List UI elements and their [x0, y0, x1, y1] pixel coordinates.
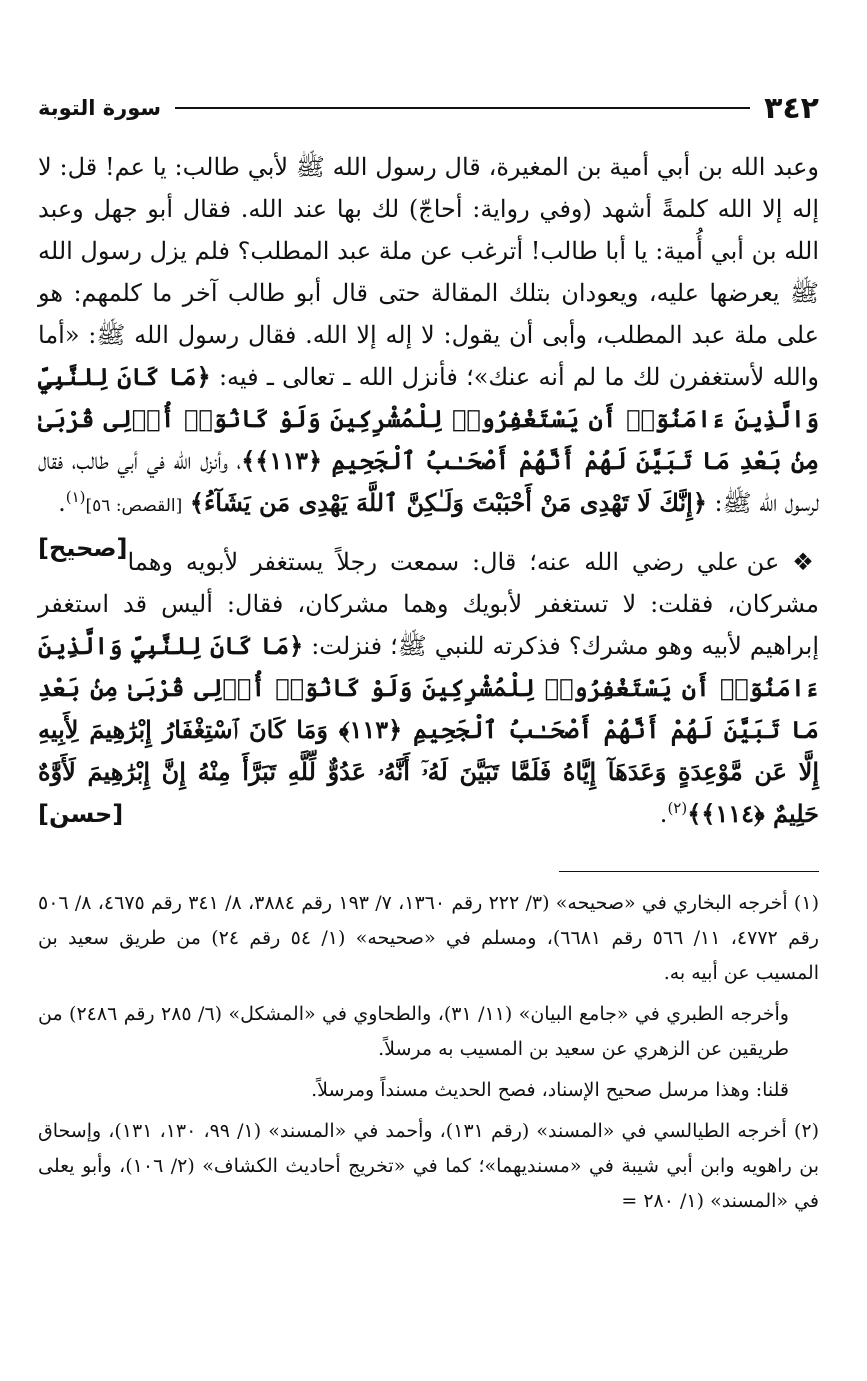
- hadith-paragraph: ❖ عن علي رضي الله عنه؛ قال: سمعت رجلاً يستغفر لأبويه وهما مشركان، فقلت: لا تستغفر لأبويك وهما مشركان، فقال: أليس قد استغفر إبراهيم لأبيه وهو مشرك؟ فذكرته للنبي ﷺ؛ فنزلت: ﴿مَا كَانَ لِلنَّبِيِّ وَالَّذِينَ ءَامَنُوٓا۟ أَن يَسْتَغْفِرُوا۟ لِلْمُشْرِكِينَ وَلَوْ كَانُوٓا۟ أُو۟لِى قُرْبَىٰ مِنۢ بَعْدِ مَا تَبَيَّنَ لَهُمْ أَنَّهُمْ أَصْحَـٰبُ ٱلْجَحِيمِ ﴿١١٣﴾ وَمَا كَانَ ٱسْتِغْفَارُ إِبْرَٰهِيمَ لِأَبِيهِ إِلَّا عَن مَّوْعِدَةٍ وَعَدَهَآ إِيَّاهُ فَلَمَّا تَبَيَّنَ لَهُۥٓ أَنَّهُۥ عَدُوٌّ لِّلَّهِ تَبَرَّأَ مِنْهُ إِنَّ إِبْرَٰهِيمَ لَأَوَّٰهٌ حَلِيمٌ ﴿١١٤﴾﴾$^{(٢)}$. [حسن]: [38, 548, 820, 828]
- hadith-text: ، وأنزل الله في أبي طالب، فقال لرسول الله ﷺ:: [38, 447, 819, 517]
- footnote-marker: (١): [65, 488, 86, 506]
- quran-verse: ﴿إِنَّكَ لَا تَهْدِى مَنْ أَحْبَبْتَ وَلَـٰكِنَّ ٱللَّهَ يَهْدِى مَن يَشَآءُ﴾: [189, 488, 707, 517]
- grade-label: [حسن]: [38, 800, 124, 828]
- footnote-1-continued: وأخرجه الطبري في «جامع البيان» (١١/ ٣١)، والطحاوي في «المشكل» (٦/ ٢٨٥ رقم ٢٤٨٦) من طريقين عن الزهري عن سعيد بن المسيب به مرسلاً.: [38, 1003, 789, 1060]
- footnote-1: (١) أخرجه البخاري في «صحيحه» (٣/ ٢٢٢ رقم ١٣٦٠، ٧/ ١٩٣ رقم ٣٨٨٤، ٨/ ٣٤١ رقم ٤٦٧٥، ٨/ ٥٠٦ رقم ٤٧٧٢، ١١/ ٥٦٦ رقم ٦٦٨١)، ومسلم في «صحيحه» (١/ ٥٤ رقم ٢٤) من طريق سعيد بن المسيب عن أبيه به.: [38, 892, 819, 984]
- grade-label: [صحيح]: [38, 534, 128, 562]
- page-number: ٣٤٢: [764, 90, 819, 126]
- bullet-star-icon: ❖: [792, 548, 820, 576]
- footnotes: [38, 886, 819, 1219]
- hadith-paragraph: وعبد الله بن أبي أمية بن المغيرة، قال رسول الله ﷺ لأبي طالب: يا عم! قل: لا إله إلا الله كلمةً أشهد (وفي رواية: أحاجّ) لك بها عند الله. فقال أبو جهل وعبد الله بن أبي أُمية: يا أبا طالب! أترغب عن ملة عبد المطلب؟ فلم يزل رسول الله ﷺ يعرضها عليه، ويعودان بتلك المقالة حتى قال أبو طالب آخر ما كلمهم: هو على ملة عبد المطلب، وأبى أن يقول: لا إله إلا الله. فقال رسول الله ﷺ: «أما والله لأستغفرن لك ما لم أنه عنك»؛ فأنزل الله ـ تعالى ـ فيه: ﴿مَا كَانَ لِلنَّبِيِّ وَالَّذِينَ ءَامَنُوٓا۟ أَن يَسْتَغْفِرُوا۟ لِلْمُشْرِكِينَ وَلَوْ كَانُوٓا۟ أُو۟لِى قُرْبَىٰ مِنۢ بَعْدِ مَا تَبَيَّنَ لَهُمْ أَنَّهُمْ أَصْحَـٰبُ ٱلْجَحِيمِ ﴿١١٣﴾﴾، وأنزل الله في أبي طالب، فقال لرسول الله ﷺ: ﴿إِنَّكَ لَا تَهْدِى مَنْ أَحْبَبْتَ وَلَـٰكِنَّ ٱللَّهَ يَهْدِى مَن يَشَآءُ﴾ [القصص: ٥٦]$^{(١)}$. [صحيح]: [38, 153, 820, 562]
- footnote-separator: [559, 871, 819, 872]
- page-header: [38, 88, 819, 128]
- verse-reference: [القصص: ٥٦]: [85, 496, 183, 516]
- header-rule: [175, 107, 750, 109]
- footnote-2: (٢) أخرجه الطيالسي في «المسند» (رقم ١٣١)، وأحمد في «المسند» (١/ ٩٩، ١٣٠، ١٣١)، وإسحاق بن راهويه وابن أبي شيبة في «مسنديهما»؛ كما في «تخريج أحاديث الكشاف» (٢/ ١٠٦)، وأبو يعلى في «المسند» (١/ ٢٨٠ =: [38, 1120, 819, 1212]
- hadith-text: عن علي رضي الله عنه؛ قال: سمعت رجلاً يستغفر لأبويه وهما مشركان، فقلت: لا تستغفر لأبويك وهما مشركان، فقال: أليس قد استغفر إبراهيم لأبيه وهو مشرك؟ فذكرته للنبي ﷺ؛ فنزلت:: [38, 548, 819, 660]
- quran-verse: ﴿مَا كَانَ لِلنَّبِيِّ وَالَّذِينَ ءَامَنُوٓا۟ أَن يَسْتَغْفِرُوا۟ لِلْمُشْرِكِينَ وَلَوْ كَانُوٓا۟ أُو۟لِى قُرْبَىٰ مِنۢ بَعْدِ مَا تَبَيَّنَ لَهُمْ أَنَّهُمْ أَصْحَـٰبُ ٱلْجَحِيمِ ﴿١١٣﴾ وَمَا كَانَ ٱسْتِغْفَارُ إِبْرَٰهِيمَ لِأَبِيهِ إِلَّا عَن مَّوْعِدَةٍ وَعَدَهَآ إِيَّاهُ فَلَمَّا تَبَيَّنَ لَهُۥٓ أَنَّهُۥ عَدُوٌّ لِّلَّهِ تَبَرَّأَ مِنْهُ إِنَّ إِبْرَٰهِيمَ لَأَوَّٰهٌ حَلِيمٌ ﴿١١٤﴾﴾: [38, 631, 819, 828]
- footnote-1-note: قلنا: وهذا مرسل صحيح الإسناد، فصح الحديث مسنداً ومرسلاً.: [311, 1079, 789, 1101]
- quran-verse: ﴿مَا كَانَ لِلنَّبِيِّ وَالَّذِينَ ءَامَنُوٓا۟ أَن يَسْتَغْفِرُوا۟ لِلْمُشْرِكِينَ وَلَوْ كَانُوٓا۟ أُو۟لِى قُرْبَىٰ مِنۢ بَعْدِ مَا تَبَيَّنَ لَهُمْ أَنَّهُمْ أَصْحَـٰبُ ٱلْجَحِيمِ ﴿١١٣﴾﴾: [38, 362, 820, 475]
- hadith-text: وعبد الله بن أبي أمية بن المغيرة، قال رسول الله ﷺ لأبي طالب: يا عم! قل: لا إله إلا الله كلمةً أشهد (وفي رواية: أحاجّ) لك بها عند الله. فقال أبو جهل وعبد الله بن أبي أُمية: يا أبا طالب! أترغب عن ملة عبد المطلب؟ فلم يزل رسول الله ﷺ يعرضها عليه، ويعودان بتلك المقالة حتى قال أبو طالب آخر ما كلمهم: هو على ملة عبد المطلب، وأبى أن يقول: لا إله إلا الله. فقال رسول الله ﷺ: «أما والله لأستغفرن لك ما لم أنه عنك»؛ فأنزل الله ـ تعالى ـ فيه:: [38, 153, 820, 391]
- footnote-marker: (٢): [667, 799, 688, 817]
- main-text: [38, 146, 819, 835]
- surah-title: سورة التوبة: [38, 96, 162, 120]
